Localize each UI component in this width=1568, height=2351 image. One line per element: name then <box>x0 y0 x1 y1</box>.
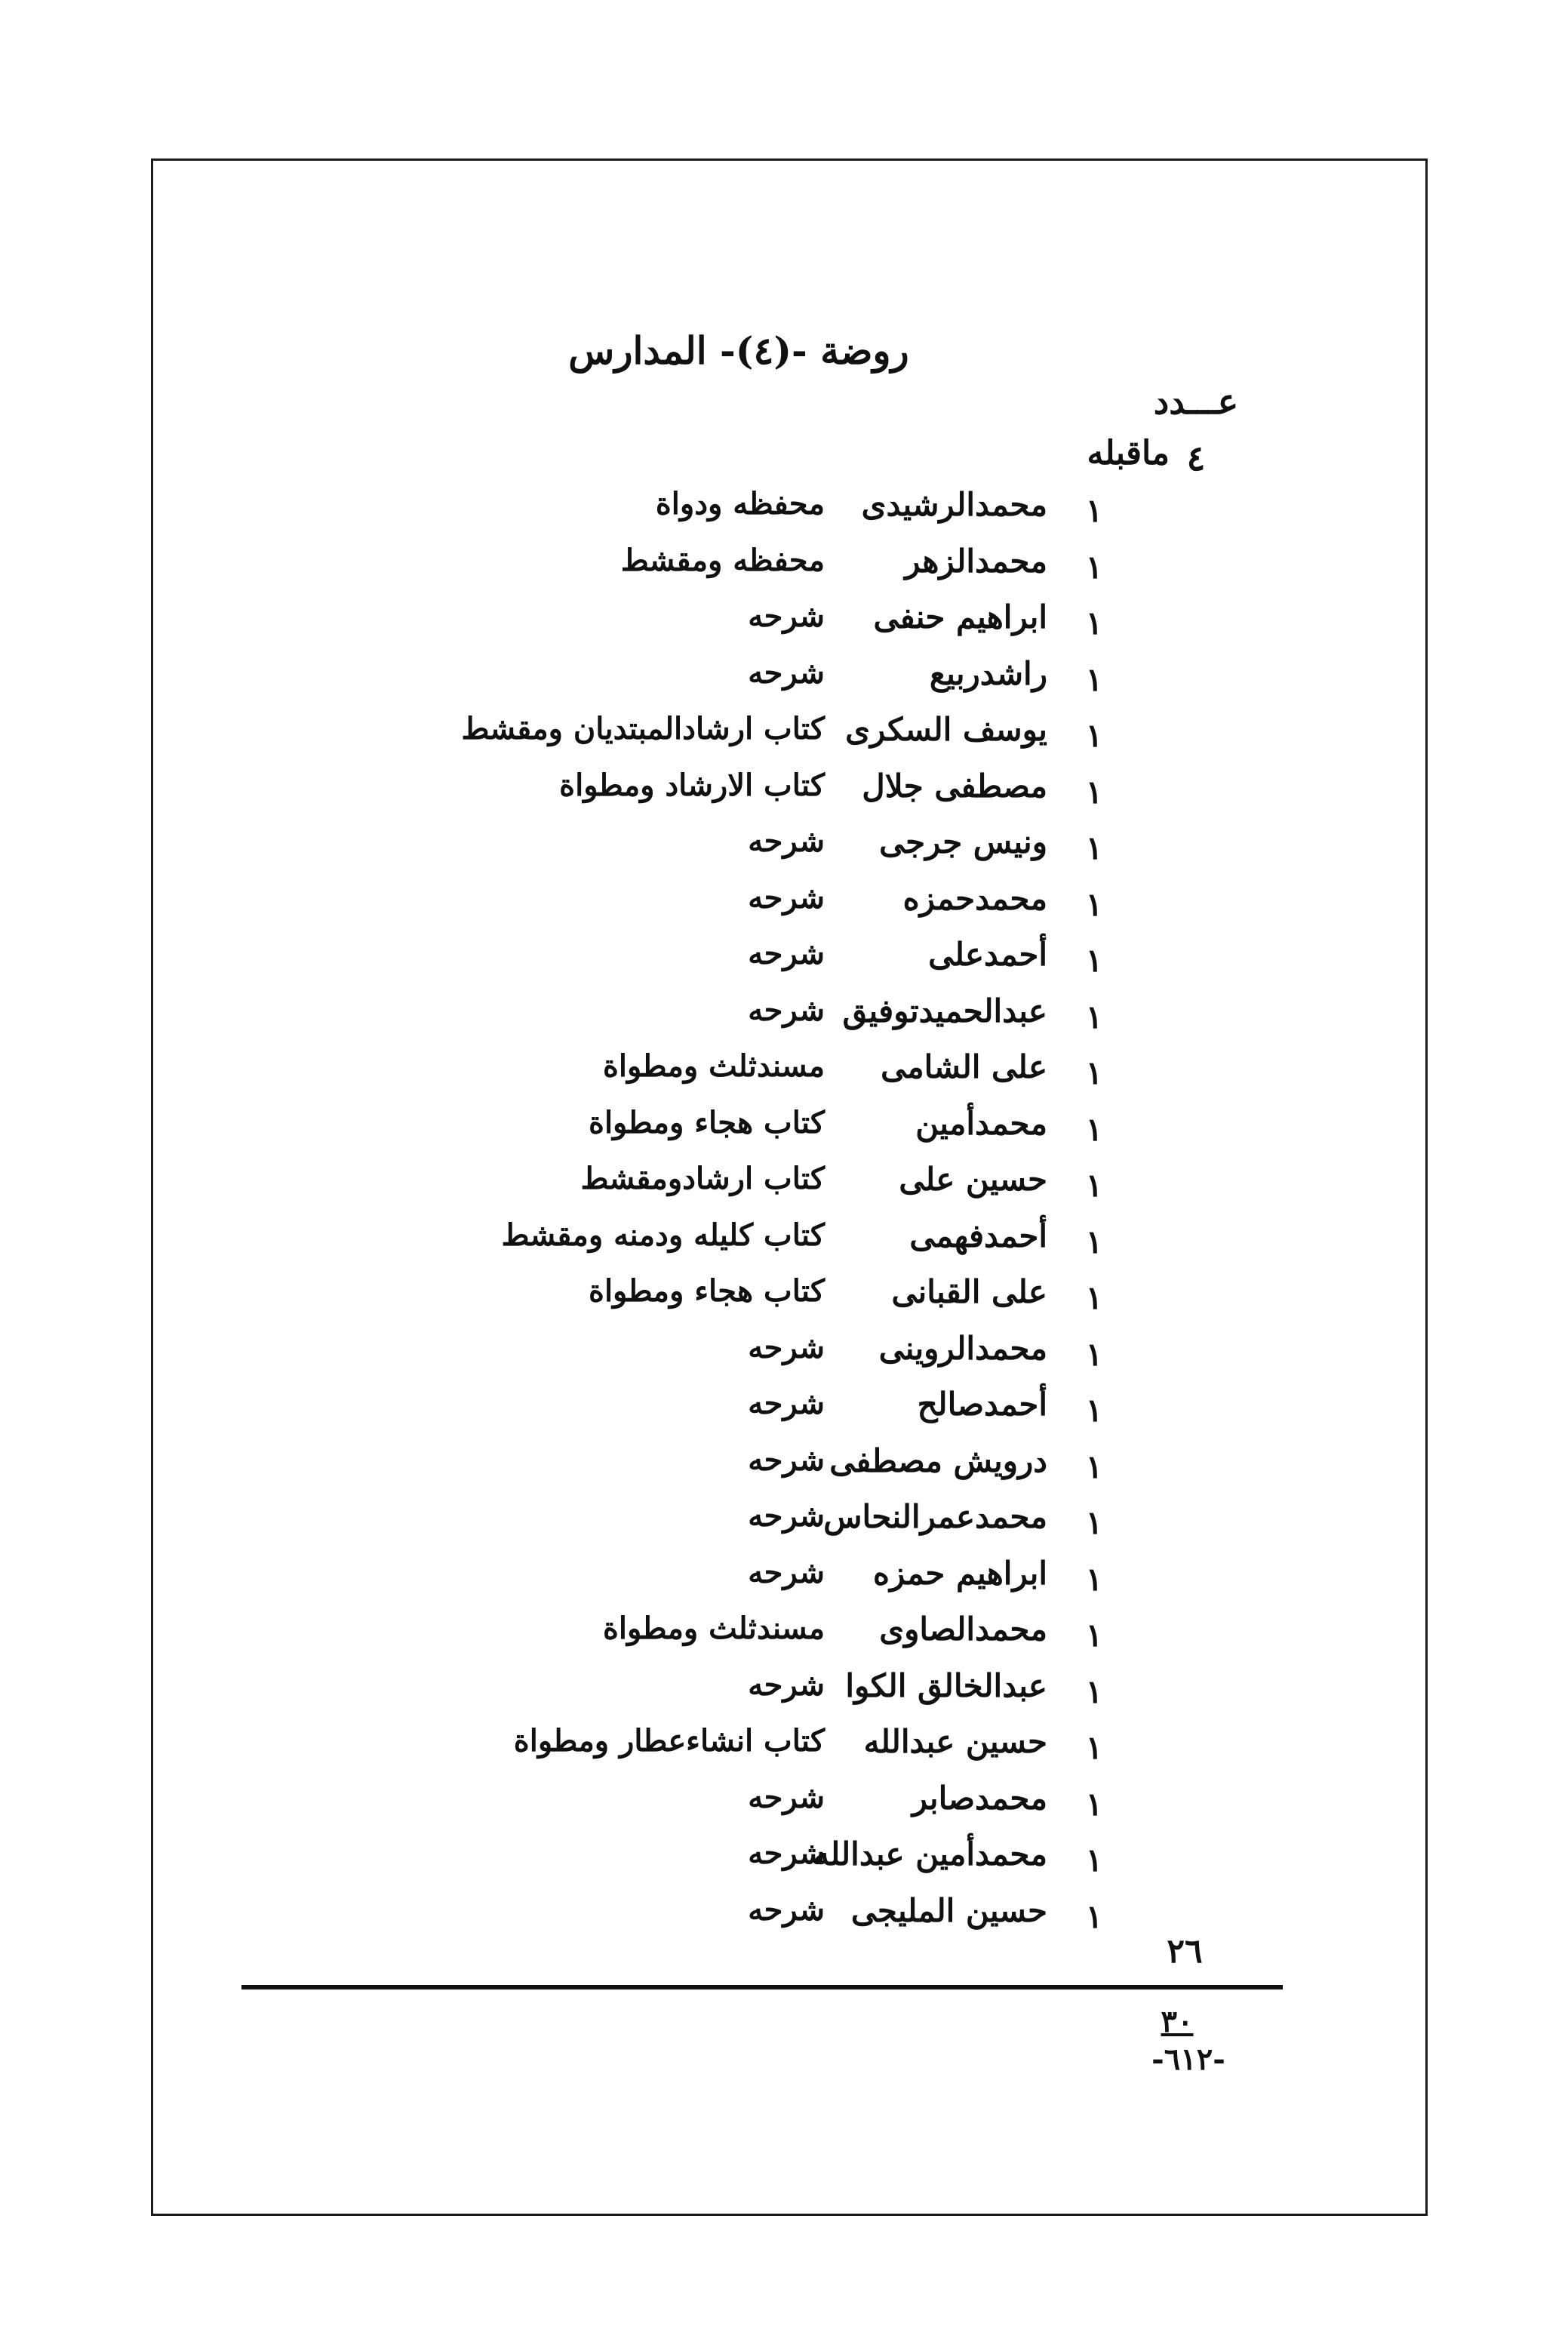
row-item: كتاب هجاء ومطواة <box>588 1273 825 1309</box>
row-name: ابراهيم حمزه <box>872 1554 1047 1592</box>
row-quantity: ١ <box>1085 1335 1103 1373</box>
row-name: محمدالصاوى <box>879 1611 1047 1648</box>
carry-forward-number: ٤ <box>1186 438 1206 479</box>
row-name: يوسف السكرى <box>845 711 1047 748</box>
ledger-row <box>0 1832 1568 1893</box>
ledger-row <box>0 1383 1568 1443</box>
row-quantity: ١ <box>1085 1223 1103 1260</box>
ledger-row <box>0 1270 1568 1331</box>
row-item: كتاب الارشاد ومطواة <box>559 767 825 803</box>
ledger-row <box>0 483 1568 543</box>
row-quantity: ١ <box>1085 717 1103 754</box>
carry-forward-label: ماقبله <box>1087 434 1170 472</box>
row-name: أحمدفهمى <box>909 1217 1047 1254</box>
ledger-row <box>0 765 1568 825</box>
row-item: شرحه <box>748 992 825 1028</box>
ledger-row <box>0 1045 1568 1106</box>
row-item: شرحه <box>748 1779 825 1815</box>
row-quantity: ١ <box>1085 773 1103 811</box>
row-quantity: ١ <box>1085 1054 1103 1091</box>
row-item: محفظه ودواة <box>655 486 825 522</box>
row-quantity: ١ <box>1085 492 1103 529</box>
row-item: شرحه <box>748 1666 825 1703</box>
total-rule <box>241 1985 1283 1989</box>
ledger-row <box>0 1664 1568 1725</box>
row-item: شرحه <box>748 1498 825 1534</box>
row-item: مسندثلث ومطواة <box>602 1048 825 1084</box>
row-quantity: ١ <box>1085 1672 1103 1710</box>
row-name: راشدربيع <box>929 654 1047 692</box>
page-reference: ٣٠ <box>1161 2004 1194 2039</box>
row-item: شرحه <box>748 823 825 859</box>
ledger-row <box>0 1608 1568 1668</box>
row-name: محمدالزهر <box>905 542 1047 580</box>
row-item: شرحه <box>748 1442 825 1478</box>
row-name: محمدأمين عبدالله <box>813 1836 1047 1872</box>
row-item: شرحه <box>748 1891 825 1928</box>
page-number: -٦١٢- <box>1151 2042 1225 2077</box>
ledger-row <box>0 1777 1568 1837</box>
row-name: محمدحمزه <box>902 879 1047 917</box>
row-item: كتاب انشاءعطار ومطواة <box>513 1723 825 1759</box>
row-quantity: ١ <box>1085 1897 1103 1935</box>
ledger-row <box>0 1158 1568 1218</box>
row-quantity: ١ <box>1085 1392 1103 1429</box>
row-item: كتاب كليله ودمنه ومقشط <box>501 1217 825 1253</box>
row-quantity: ١ <box>1085 998 1103 1035</box>
row-item: كتاب ارشادومقشط <box>580 1161 825 1196</box>
ledger-row <box>0 1495 1568 1556</box>
row-name: محمدالروينى <box>878 1329 1047 1367</box>
count-column-header: عـــدد <box>1153 381 1239 422</box>
row-quantity: ١ <box>1085 548 1103 586</box>
row-item: شرحه <box>748 1554 825 1590</box>
row-item: شرحه <box>748 1329 825 1365</box>
row-name: عبدالحميدتوفيق <box>842 992 1047 1029</box>
ledger-row <box>0 1102 1568 1162</box>
row-name: أحمدصالح <box>917 1386 1047 1423</box>
row-quantity: ١ <box>1085 942 1103 979</box>
row-item: محفظه ومقشط <box>620 542 825 578</box>
row-name: حسين عبدالله <box>863 1723 1047 1760</box>
ledger-row <box>0 1889 1568 1949</box>
ledger-row <box>0 595 1568 656</box>
row-quantity: ١ <box>1085 885 1103 923</box>
ledger-row <box>0 652 1568 712</box>
row-quantity: ١ <box>1085 829 1103 866</box>
row-name: ونيس جرجى <box>879 823 1047 860</box>
row-item: كتاب ارشادالمبتديان ومقشط <box>461 711 825 746</box>
row-quantity: ١ <box>1085 1842 1103 1879</box>
row-item: كتاب هجاء ومطواة <box>588 1104 825 1140</box>
row-item: شرحه <box>748 1836 825 1871</box>
row-name: حسين على <box>899 1161 1047 1198</box>
row-name: على القبانى <box>891 1273 1047 1310</box>
row-quantity: ١ <box>1085 1504 1103 1541</box>
row-item: مسندثلث ومطواة <box>602 1611 825 1646</box>
row-quantity: ١ <box>1085 1785 1103 1823</box>
row-name: على الشامى <box>881 1048 1047 1085</box>
row-item: شرحه <box>748 879 825 915</box>
row-item: شرحه <box>748 936 825 971</box>
row-name: محمدأمين <box>915 1104 1047 1142</box>
ledger-row <box>0 708 1568 768</box>
row-name: عبدالخالق الكوا <box>845 1666 1047 1704</box>
row-quantity: ١ <box>1085 1279 1103 1316</box>
row-quantity: ١ <box>1085 660 1103 698</box>
row-quantity: ١ <box>1085 1560 1103 1598</box>
ledger-row <box>0 933 1568 993</box>
ledger-row <box>0 877 1568 937</box>
row-name: محمدعمرالنحاس <box>823 1498 1047 1535</box>
row-item: شرحه <box>748 654 825 691</box>
row-item: شرحه <box>748 1386 825 1421</box>
ledger-row <box>0 1552 1568 1612</box>
row-quantity: ١ <box>1085 1617 1103 1654</box>
row-quantity: ١ <box>1085 1448 1103 1485</box>
page-title: روضة -(٤)- المدارس <box>568 328 909 373</box>
row-name: مصطفى جلال <box>862 767 1047 805</box>
row-item: شرحه <box>748 599 825 634</box>
row-name: أحمدعلى <box>928 936 1047 973</box>
row-quantity: ١ <box>1085 1729 1103 1766</box>
ledger-row <box>0 989 1568 1050</box>
row-name: محمدالرشيدى <box>861 486 1047 523</box>
ledger-row <box>0 1327 1568 1387</box>
total-count: ٢٦ <box>1167 1932 1203 1971</box>
ledger-row <box>0 1214 1568 1275</box>
row-quantity: ١ <box>1085 1110 1103 1148</box>
ledger-row <box>0 1720 1568 1780</box>
ledger-row <box>0 820 1568 881</box>
row-name: درويش مصطفى <box>829 1442 1047 1479</box>
row-name: ابراهيم حنفى <box>873 599 1047 635</box>
row-name: محمدصابر <box>912 1779 1047 1817</box>
ledger-row <box>0 540 1568 600</box>
ledger-row <box>0 1439 1568 1500</box>
row-name: حسين المليجى <box>850 1891 1047 1929</box>
row-quantity: ١ <box>1085 1167 1103 1204</box>
row-quantity: ١ <box>1085 605 1103 642</box>
